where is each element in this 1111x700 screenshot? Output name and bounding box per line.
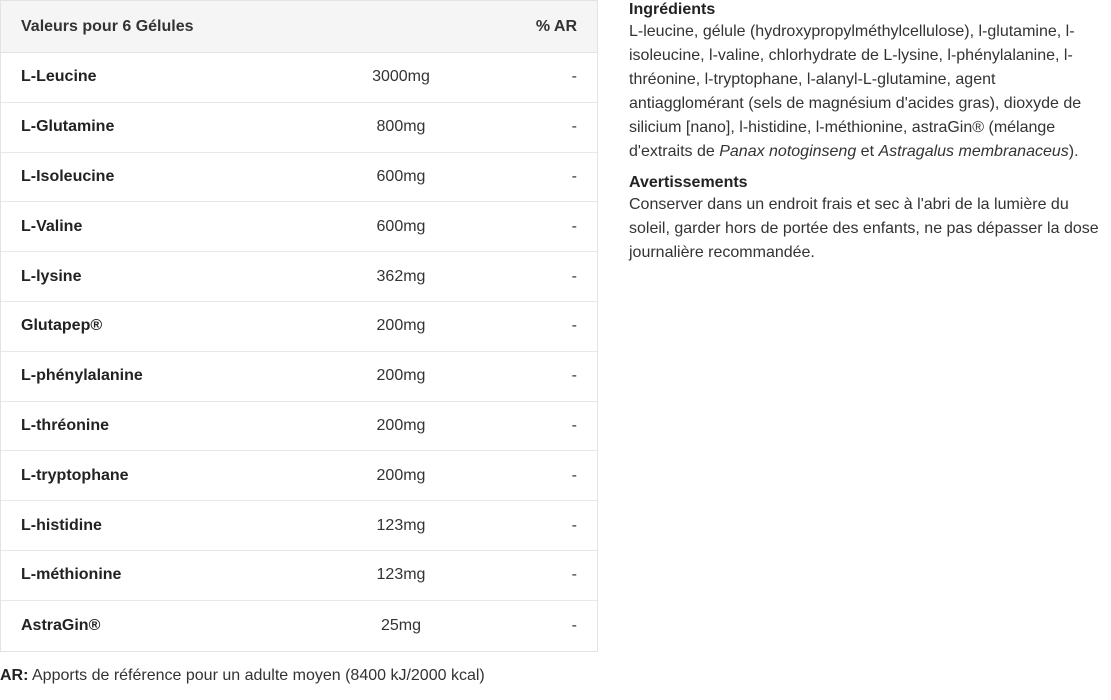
table-row	[1, 53, 597, 103]
nutrient-ar: -	[571, 68, 577, 86]
footnote-label: AR:	[0, 667, 29, 684]
nutrient-ar: -	[571, 616, 577, 634]
nutrient-name: L-thréonine	[21, 416, 109, 434]
footnote-text: Apports de référence pour un adulte moyen (8400 kJ/2000 kcal)	[28, 667, 485, 684]
nutrient-amount: 200mg	[376, 317, 426, 335]
ingredients-heading: Ingrédients	[629, 1, 716, 18]
product-details	[629, 0, 1107, 274]
nutrient-name: L-Leucine	[21, 68, 97, 86]
nutrient-name: L-Glutamine	[21, 118, 115, 136]
ingredients-text-part: ).	[1068, 143, 1079, 160]
nutrition-table-body	[1, 53, 597, 651]
table-row	[1, 551, 597, 601]
nutrient-name: L-phénylalanine	[21, 367, 143, 385]
nutrient-amount: 123mg	[376, 566, 426, 584]
table-row	[1, 352, 597, 402]
nutrient-amount: 3000mg	[372, 68, 430, 86]
nutrient-ar: -	[571, 118, 577, 136]
nutrient-ar: -	[571, 566, 577, 584]
warnings-heading: Avertissements	[629, 174, 748, 191]
nutrient-ar: -	[571, 466, 577, 484]
nutrient-amount: 200mg	[376, 466, 426, 484]
nutrient-amount: 200mg	[376, 416, 426, 434]
nutrient-amount: 123mg	[376, 516, 426, 534]
table-row	[1, 601, 597, 651]
footnote	[0, 667, 485, 685]
nutrient-name: L-tryptophane	[21, 466, 129, 484]
nutrient-ar: -	[571, 317, 577, 335]
nutrient-amount: 600mg	[376, 167, 426, 185]
nutrient-ar: -	[571, 516, 577, 534]
nutrient-ar: -	[571, 167, 577, 185]
header-ar-label: % AR	[535, 17, 577, 35]
nutrient-name: L-Valine	[21, 217, 83, 235]
nutrient-name: Glutapep®	[21, 317, 103, 335]
table-row	[1, 202, 597, 252]
ingredients-italic-part: Astragalus membranaceus	[878, 143, 1069, 160]
nutrient-amount: 800mg	[376, 118, 426, 136]
nutrient-name: L-histidine	[21, 516, 102, 534]
ingredients-text-part: et	[856, 143, 879, 160]
ingredients-text	[629, 20, 1107, 164]
nutrient-ar: -	[571, 267, 577, 285]
nutrient-name: L-Isoleucine	[21, 167, 115, 185]
table-row	[1, 153, 597, 203]
table-row	[1, 252, 597, 302]
nutrient-amount: 25mg	[380, 616, 422, 634]
nutrient-ar: -	[571, 416, 577, 434]
nutrient-amount: 600mg	[376, 217, 426, 235]
nutrient-ar: -	[571, 367, 577, 385]
nutrition-table-header	[1, 1, 597, 53]
table-row	[1, 302, 597, 352]
table-row	[1, 501, 597, 551]
table-row	[1, 451, 597, 501]
header-serving-label: Valeurs pour 6 Gélules	[21, 17, 194, 35]
nutrient-ar: -	[571, 217, 577, 235]
nutrient-amount: 200mg	[376, 367, 426, 385]
ingredients-text-part: L-leucine, gélule (hydroxypropylméthylcellulose), l-glutamine, l-isoleucine, l-valine, chlorhydrate de L-lysine, l-phénylalanine, l-thréonine, l-tryptophane, l-alanyl-L-glutamine, agent antiagglomérant (sels de magnésium d'acides gras), dioxyde de silicium [nano], l-histidine, l-méthionine, astraGin® (mélange d'extraits de	[629, 23, 1082, 160]
nutrient-amount: 362mg	[376, 267, 426, 285]
table-row	[1, 402, 597, 452]
nutrient-name: AstraGin®	[21, 616, 101, 634]
ingredients-italic-part: Panax notoginseng	[719, 143, 857, 160]
nutrient-name: L-lysine	[21, 267, 82, 285]
warnings-text: Conserver dans un endroit frais et sec à l'abri de la lumière du soleil, garder hors de portée des enfants, ne pas dépasser la dose journalière recommandée.	[629, 196, 1099, 261]
table-row	[1, 103, 597, 153]
nutrient-name: L-méthionine	[21, 566, 122, 584]
